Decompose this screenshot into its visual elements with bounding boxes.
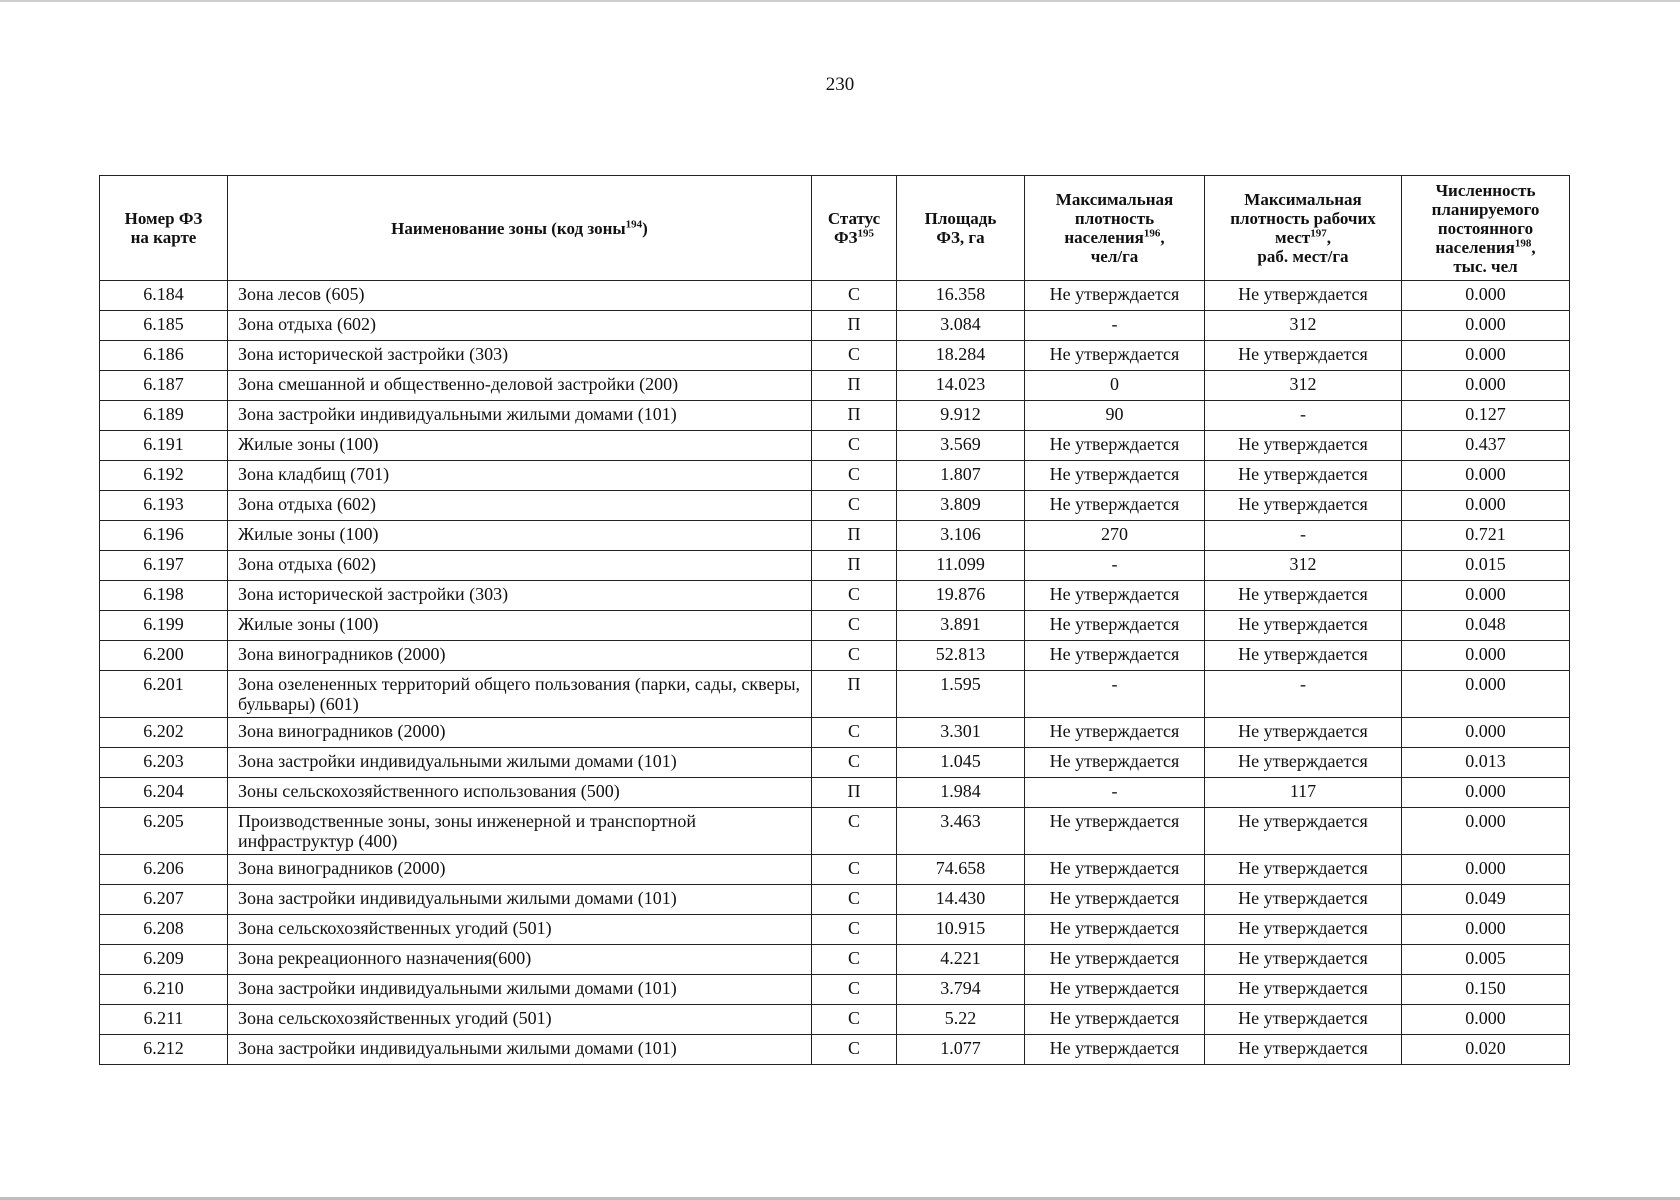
cell-planned-population: 0.000 — [1402, 1005, 1570, 1035]
cell-zone-name: Зона исторической застройки (303) — [228, 581, 812, 611]
cell-job-density: Не утверждается — [1205, 431, 1402, 461]
cell-area: 19.876 — [897, 581, 1025, 611]
cell-status: С — [812, 581, 897, 611]
cell-population-density: Не утверждается — [1025, 808, 1205, 855]
cell-zone-name: Жилые зоны (100) — [228, 431, 812, 461]
cell-planned-population: 0.000 — [1402, 671, 1570, 718]
cell-area: 5.22 — [897, 1005, 1025, 1035]
table-body — [100, 281, 1570, 1065]
cell-planned-population: 0.048 — [1402, 611, 1570, 641]
cell-status: С — [812, 808, 897, 855]
cell-population-density: Не утверждается — [1025, 945, 1205, 975]
cell-status: С — [812, 945, 897, 975]
cell-area: 9.912 — [897, 401, 1025, 431]
cell-job-density: Не утверждается — [1205, 491, 1402, 521]
cell-population-density: Не утверждается — [1025, 581, 1205, 611]
cell-planned-population: 0.005 — [1402, 945, 1570, 975]
cell-area: 1.077 — [897, 1035, 1025, 1065]
cell-zone-name: Зона сельскохозяйственных угодий (501) — [228, 915, 812, 945]
cell-status: С — [812, 281, 897, 311]
table-row — [100, 431, 1570, 461]
cell-zone-number: 6.200 — [100, 641, 228, 671]
cell-planned-population: 0.437 — [1402, 431, 1570, 461]
cell-area: 1.807 — [897, 461, 1025, 491]
table-row — [100, 311, 1570, 341]
cell-area: 16.358 — [897, 281, 1025, 311]
table-row — [100, 551, 1570, 581]
cell-zone-number: 6.187 — [100, 371, 228, 401]
cell-job-density: 117 — [1205, 778, 1402, 808]
cell-area: 11.099 — [897, 551, 1025, 581]
cell-planned-population: 0.150 — [1402, 975, 1570, 1005]
cell-zone-name: Зона отдыха (602) — [228, 311, 812, 341]
cell-status: С — [812, 641, 897, 671]
table-row — [100, 611, 1570, 641]
cell-status: С — [812, 431, 897, 461]
cell-population-density: Не утверждается — [1025, 975, 1205, 1005]
cell-area: 3.891 — [897, 611, 1025, 641]
cell-zone-number: 6.184 — [100, 281, 228, 311]
cell-zone-name: Зона кладбищ (701) — [228, 461, 812, 491]
cell-population-density: Не утверждается — [1025, 1035, 1205, 1065]
cell-population-density: Не утверждается — [1025, 748, 1205, 778]
cell-population-density: Не утверждается — [1025, 885, 1205, 915]
cell-population-density: Не утверждается — [1025, 915, 1205, 945]
table-row — [100, 748, 1570, 778]
cell-population-density: Не утверждается — [1025, 718, 1205, 748]
table-row — [100, 778, 1570, 808]
cell-zone-name: Зона виноградников (2000) — [228, 718, 812, 748]
cell-job-density: Не утверждается — [1205, 581, 1402, 611]
cell-planned-population: 0.000 — [1402, 581, 1570, 611]
cell-status: С — [812, 748, 897, 778]
cell-job-density: 312 — [1205, 551, 1402, 581]
cell-population-density: Не утверждается — [1025, 611, 1205, 641]
cell-job-density: Не утверждается — [1205, 718, 1402, 748]
cell-area: 10.915 — [897, 915, 1025, 945]
cell-zone-number: 6.199 — [100, 611, 228, 641]
cell-status: С — [812, 718, 897, 748]
table-row — [100, 521, 1570, 551]
cell-population-density: - — [1025, 551, 1205, 581]
cell-job-density: - — [1205, 521, 1402, 551]
cell-zone-number: 6.193 — [100, 491, 228, 521]
cell-status: П — [812, 551, 897, 581]
table-row — [100, 341, 1570, 371]
cell-planned-population: 0.020 — [1402, 1035, 1570, 1065]
cell-area: 1.984 — [897, 778, 1025, 808]
cell-job-density: Не утверждается — [1205, 281, 1402, 311]
cell-population-density: - — [1025, 311, 1205, 341]
cell-area: 3.106 — [897, 521, 1025, 551]
cell-area: 14.023 — [897, 371, 1025, 401]
cell-status: П — [812, 401, 897, 431]
cell-job-density: 312 — [1205, 311, 1402, 341]
table-row — [100, 885, 1570, 915]
cell-status: П — [812, 311, 897, 341]
cell-population-density: 270 — [1025, 521, 1205, 551]
cell-zone-name: Зона рекреационного назначения(600) — [228, 945, 812, 975]
cell-zone-number: 6.202 — [100, 718, 228, 748]
cell-population-density: Не утверждается — [1025, 431, 1205, 461]
cell-status: С — [812, 341, 897, 371]
cell-job-density: Не утверждается — [1205, 945, 1402, 975]
table-row — [100, 281, 1570, 311]
cell-zone-name: Зона озелененных территорий общего пользования (парки, сады, скверы, бульвары) (601) — [228, 671, 812, 718]
cell-population-density: 90 — [1025, 401, 1205, 431]
table-row — [100, 671, 1570, 718]
cell-planned-population: 0.000 — [1402, 281, 1570, 311]
cell-planned-population: 0.000 — [1402, 371, 1570, 401]
cell-planned-population: 0.000 — [1402, 778, 1570, 808]
cell-zone-name: Зона отдыха (602) — [228, 491, 812, 521]
cell-population-density: 0 — [1025, 371, 1205, 401]
cell-planned-population: 0.000 — [1402, 311, 1570, 341]
cell-area: 3.794 — [897, 975, 1025, 1005]
cell-planned-population: 0.013 — [1402, 748, 1570, 778]
cell-planned-population: 0.721 — [1402, 521, 1570, 551]
zones-table — [99, 175, 1570, 1065]
cell-planned-population: 0.000 — [1402, 808, 1570, 855]
cell-zone-name: Зона отдыха (602) — [228, 551, 812, 581]
header-zone-name: Наименование зоны (код зоны$^{194}$) — [228, 176, 812, 281]
cell-job-density: Не утверждается — [1205, 748, 1402, 778]
table-row — [100, 491, 1570, 521]
cell-area: 3.809 — [897, 491, 1025, 521]
cell-job-density: - — [1205, 671, 1402, 718]
table-row — [100, 975, 1570, 1005]
cell-zone-name: Производственные зоны, зоны инженерной и транспортной инфраструктур (400) — [228, 808, 812, 855]
cell-area: 52.813 — [897, 641, 1025, 671]
page-number: 230 — [825, 74, 855, 95]
cell-zone-name: Зона исторической застройки (303) — [228, 341, 812, 371]
cell-zone-number: 6.196 — [100, 521, 228, 551]
cell-job-density: Не утверждается — [1205, 975, 1402, 1005]
cell-status: С — [812, 1005, 897, 1035]
cell-area: 1.595 — [897, 671, 1025, 718]
cell-status: С — [812, 1035, 897, 1065]
cell-planned-population: 0.049 — [1402, 885, 1570, 915]
cell-planned-population: 0.000 — [1402, 855, 1570, 885]
cell-zone-name: Зона застройки индивидуальными жилыми домами (101) — [228, 1035, 812, 1065]
header-number: Номер ФЗ на карте — [100, 176, 228, 281]
cell-zone-number: 6.208 — [100, 915, 228, 945]
cell-zone-name: Зона застройки индивидуальными жилыми домами (101) — [228, 975, 812, 1005]
cell-zone-number: 6.197 — [100, 551, 228, 581]
cell-zone-number: 6.204 — [100, 778, 228, 808]
table-row — [100, 461, 1570, 491]
cell-zone-number: 6.203 — [100, 748, 228, 778]
cell-status: С — [812, 885, 897, 915]
cell-zone-number: 6.212 — [100, 1035, 228, 1065]
cell-zone-name: Жилые зоны (100) — [228, 611, 812, 641]
cell-status: С — [812, 461, 897, 491]
cell-planned-population: 0.015 — [1402, 551, 1570, 581]
cell-zone-number: 6.210 — [100, 975, 228, 1005]
cell-area: 3.301 — [897, 718, 1025, 748]
table-row — [100, 641, 1570, 671]
cell-zone-name: Зона застройки индивидуальными жилыми домами (101) — [228, 748, 812, 778]
table-row — [100, 718, 1570, 748]
table-row — [100, 808, 1570, 855]
cell-zone-number: 6.205 — [100, 808, 228, 855]
table-row — [100, 371, 1570, 401]
cell-zone-name: Зона застройки индивидуальными жилыми домами (101) — [228, 885, 812, 915]
header-area: Площадь ФЗ, га — [897, 176, 1025, 281]
cell-job-density: 312 — [1205, 371, 1402, 401]
cell-zone-number: 6.207 — [100, 885, 228, 915]
cell-job-density: Не утверждается — [1205, 641, 1402, 671]
cell-planned-population: 0.127 — [1402, 401, 1570, 431]
cell-zone-number: 6.206 — [100, 855, 228, 885]
cell-job-density: Не утверждается — [1205, 1035, 1402, 1065]
cell-planned-population: 0.000 — [1402, 718, 1570, 748]
cell-zone-number: 6.191 — [100, 431, 228, 461]
cell-population-density: Не утверждается — [1025, 461, 1205, 491]
table-row — [100, 1005, 1570, 1035]
cell-area: 74.658 — [897, 855, 1025, 885]
header-job-density: Максимальная плотность рабочих мест$^{197}$, раб. мест/га — [1205, 176, 1402, 281]
cell-job-density: Не утверждается — [1205, 885, 1402, 915]
cell-status: П — [812, 778, 897, 808]
header-planned-population: Численность планируемого постоянного населения$^{198}$, тыс. чел — [1402, 176, 1570, 281]
cell-area: 1.045 — [897, 748, 1025, 778]
cell-status: С — [812, 855, 897, 885]
cell-status: П — [812, 521, 897, 551]
table-row — [100, 945, 1570, 975]
cell-zone-name: Зона лесов (605) — [228, 281, 812, 311]
cell-zone-number: 6.192 — [100, 461, 228, 491]
header-population-density: Максимальная плотность населения$^{196}$, чел/га — [1025, 176, 1205, 281]
cell-job-density: Не утверждается — [1205, 1005, 1402, 1035]
cell-planned-population: 0.000 — [1402, 461, 1570, 491]
cell-population-density: Не утверждается — [1025, 491, 1205, 521]
cell-zone-number: 6.201 — [100, 671, 228, 718]
table-row — [100, 1035, 1570, 1065]
cell-status: С — [812, 491, 897, 521]
cell-planned-population: 0.000 — [1402, 641, 1570, 671]
cell-population-density: - — [1025, 671, 1205, 718]
table-row — [100, 401, 1570, 431]
cell-zone-name: Зона сельскохозяйственных угодий (501) — [228, 1005, 812, 1035]
cell-zone-name: Зона виноградников (2000) — [228, 641, 812, 671]
cell-zone-number: 6.185 — [100, 311, 228, 341]
cell-status: С — [812, 915, 897, 945]
header-status: Статус ФЗ$^{195}$ — [812, 176, 897, 281]
cell-status: С — [812, 975, 897, 1005]
cell-zone-name: Зона смешанной и общественно-деловой застройки (200) — [228, 371, 812, 401]
cell-population-density: Не утверждается — [1025, 641, 1205, 671]
cell-planned-population: 0.000 — [1402, 341, 1570, 371]
cell-zone-name: Зона застройки индивидуальными жилыми домами (101) — [228, 401, 812, 431]
table-row — [100, 855, 1570, 885]
cell-job-density: Не утверждается — [1205, 611, 1402, 641]
table-header-row — [100, 176, 1570, 281]
scan-top-edge — [0, 0, 1680, 2]
cell-status: П — [812, 671, 897, 718]
cell-area: 3.569 — [897, 431, 1025, 461]
cell-zone-name: Жилые зоны (100) — [228, 521, 812, 551]
cell-area: 3.463 — [897, 808, 1025, 855]
table-row — [100, 915, 1570, 945]
cell-population-density: Не утверждается — [1025, 341, 1205, 371]
cell-job-density: - — [1205, 401, 1402, 431]
cell-job-density: Не утверждается — [1205, 808, 1402, 855]
cell-zone-name: Зоны сельскохозяйственного использования (500) — [228, 778, 812, 808]
cell-area: 4.221 — [897, 945, 1025, 975]
cell-zone-number: 6.211 — [100, 1005, 228, 1035]
cell-area: 3.084 — [897, 311, 1025, 341]
cell-status: С — [812, 611, 897, 641]
cell-area: 14.430 — [897, 885, 1025, 915]
cell-job-density: Не утверждается — [1205, 341, 1402, 371]
cell-area: 18.284 — [897, 341, 1025, 371]
cell-zone-number: 6.209 — [100, 945, 228, 975]
cell-population-density: Не утверждается — [1025, 281, 1205, 311]
cell-population-density: Не утверждается — [1025, 1005, 1205, 1035]
cell-zone-name: Зона виноградников (2000) — [228, 855, 812, 885]
cell-zone-number: 6.186 — [100, 341, 228, 371]
cell-planned-population: 0.000 — [1402, 915, 1570, 945]
table-row — [100, 581, 1570, 611]
cell-job-density: Не утверждается — [1205, 915, 1402, 945]
cell-job-density: Не утверждается — [1205, 461, 1402, 491]
cell-planned-population: 0.000 — [1402, 491, 1570, 521]
cell-population-density: - — [1025, 778, 1205, 808]
cell-zone-number: 6.189 — [100, 401, 228, 431]
cell-job-density: Не утверждается — [1205, 855, 1402, 885]
cell-status: П — [812, 371, 897, 401]
cell-zone-number: 6.198 — [100, 581, 228, 611]
cell-population-density: Не утверждается — [1025, 855, 1205, 885]
